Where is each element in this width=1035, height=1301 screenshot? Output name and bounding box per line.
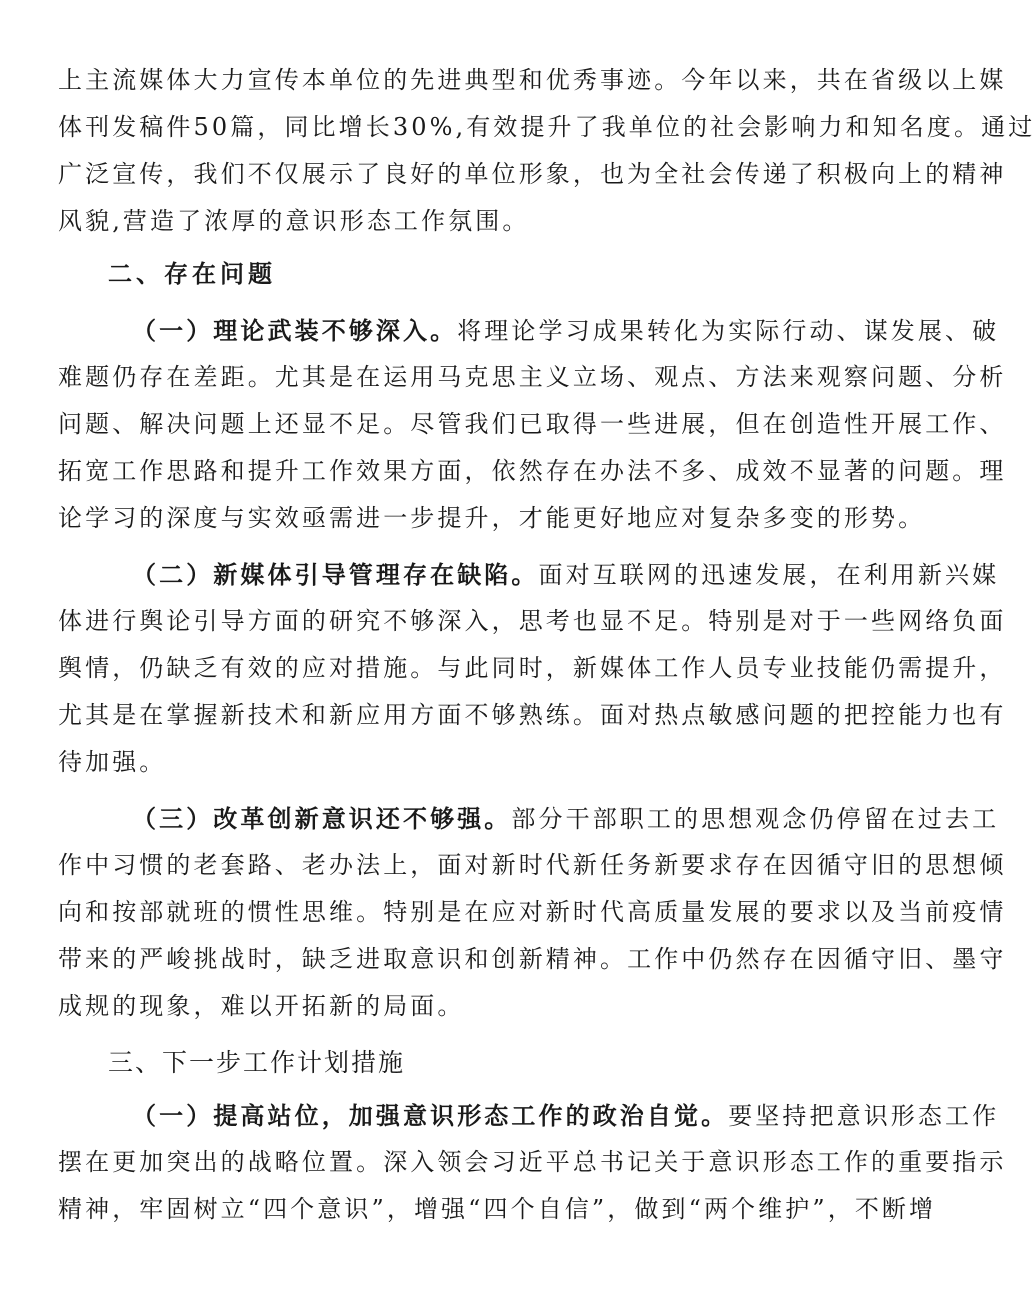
paragraph-first-line: [58, 1092, 1000, 1139]
body-line: 拓宽工作思路和提升工作效果方面，依然存在办法不多、成效不显著的问题。理: [58, 457, 1007, 485]
body-text: 部分干部职工的思想观念仍停留在过去工: [511, 805, 1000, 833]
body-line: 问题、解决问题上还显不足。尽管我们已取得一些进展，但在创造性开展工作、: [58, 410, 1007, 438]
body-line: 论学习的深度与实效亟需进一步提升，才能更好地应对复杂多变的形势。: [58, 504, 926, 532]
body-line: 待加强。: [58, 748, 167, 776]
body-text: 要坚持把意识形态工作: [728, 1102, 1000, 1130]
body-line: 体进行舆论引导方面的研究不够深入，思考也显不足。特别是对于一些网络负面: [58, 607, 1007, 635]
section-heading-next-steps: 三、下一步工作计划措施: [108, 1048, 406, 1077]
body-line: 带来的严峻挑战时，缺乏进取意识和创新精神。工作中仍然存在因循守旧、墨守: [58, 945, 1007, 973]
problem-heading: （二）新媒体引导管理存在缺陷。: [132, 560, 539, 589]
body-text: 面对互联网的迅速发展，在利用新兴媒: [538, 561, 1000, 589]
body-line: 舆情，仍缺乏有效的应对措施。与此同时，新媒体工作人员专业技能仍需提升，: [58, 654, 1007, 682]
body-line: 难题仍存在差距。尤其是在运用马克思主义立场、观点、方法来观察问题、分析: [58, 363, 1007, 391]
body-line: 摆在更加突出的战略位置。深入领会习近平总书记关于意识形态工作的重要指示: [58, 1148, 1007, 1176]
body-line: 体刊发稿件50篇，同比增长30%,有效提升了我单位的社会影响力和知名度。通过: [58, 113, 1035, 141]
body-line: 精神，牢固树立“四个意识”，增强“四个自信”，做到“两个维护”，不断增: [58, 1195, 937, 1223]
body-line: 成规的现象，难以开拓新的局面。: [58, 992, 465, 1020]
body-line: 作中习惯的老套路、老办法上，面对新时代新任务新要求存在因循守旧的思想倾: [58, 851, 1007, 879]
problem-heading: （三）改革创新意识还不够强。: [132, 804, 512, 833]
document-page: [58, 57, 1035, 1233]
body-line: 向和按部就班的惯性思维。特别是在应对新时代高质量发展的要求以及当前疫情: [58, 898, 1007, 926]
body-line: 广泛宣传，我们不仅展示了良好的单位形象，也为全社会传递了积极向上的精神: [58, 160, 1007, 188]
section-heading-problems: 二、存在问题: [108, 260, 276, 288]
body-line: 上主流媒体大力宣传本单位的先进典型和优秀事迹。今年以来，共在省级以上媒: [58, 66, 1007, 94]
problem-heading: （一）理论武装不够深入。: [132, 316, 458, 345]
body-line: 风貌,营造了浓厚的意识形态工作氛围。: [58, 207, 530, 235]
paragraph-first-line: [58, 551, 1000, 598]
paragraph-first-line: [58, 795, 1000, 842]
measure-heading: （一）提高站位，加强意识形态工作的政治自觉。: [132, 1101, 729, 1130]
paragraph-first-line: [58, 307, 1000, 354]
body-line: 尤其是在掌握新技术和新应用方面不够熟练。面对热点敏感问题的把控能力也有: [58, 701, 1007, 729]
body-text: 将理论学习成果转化为实际行动、谋发展、破: [457, 317, 1000, 345]
